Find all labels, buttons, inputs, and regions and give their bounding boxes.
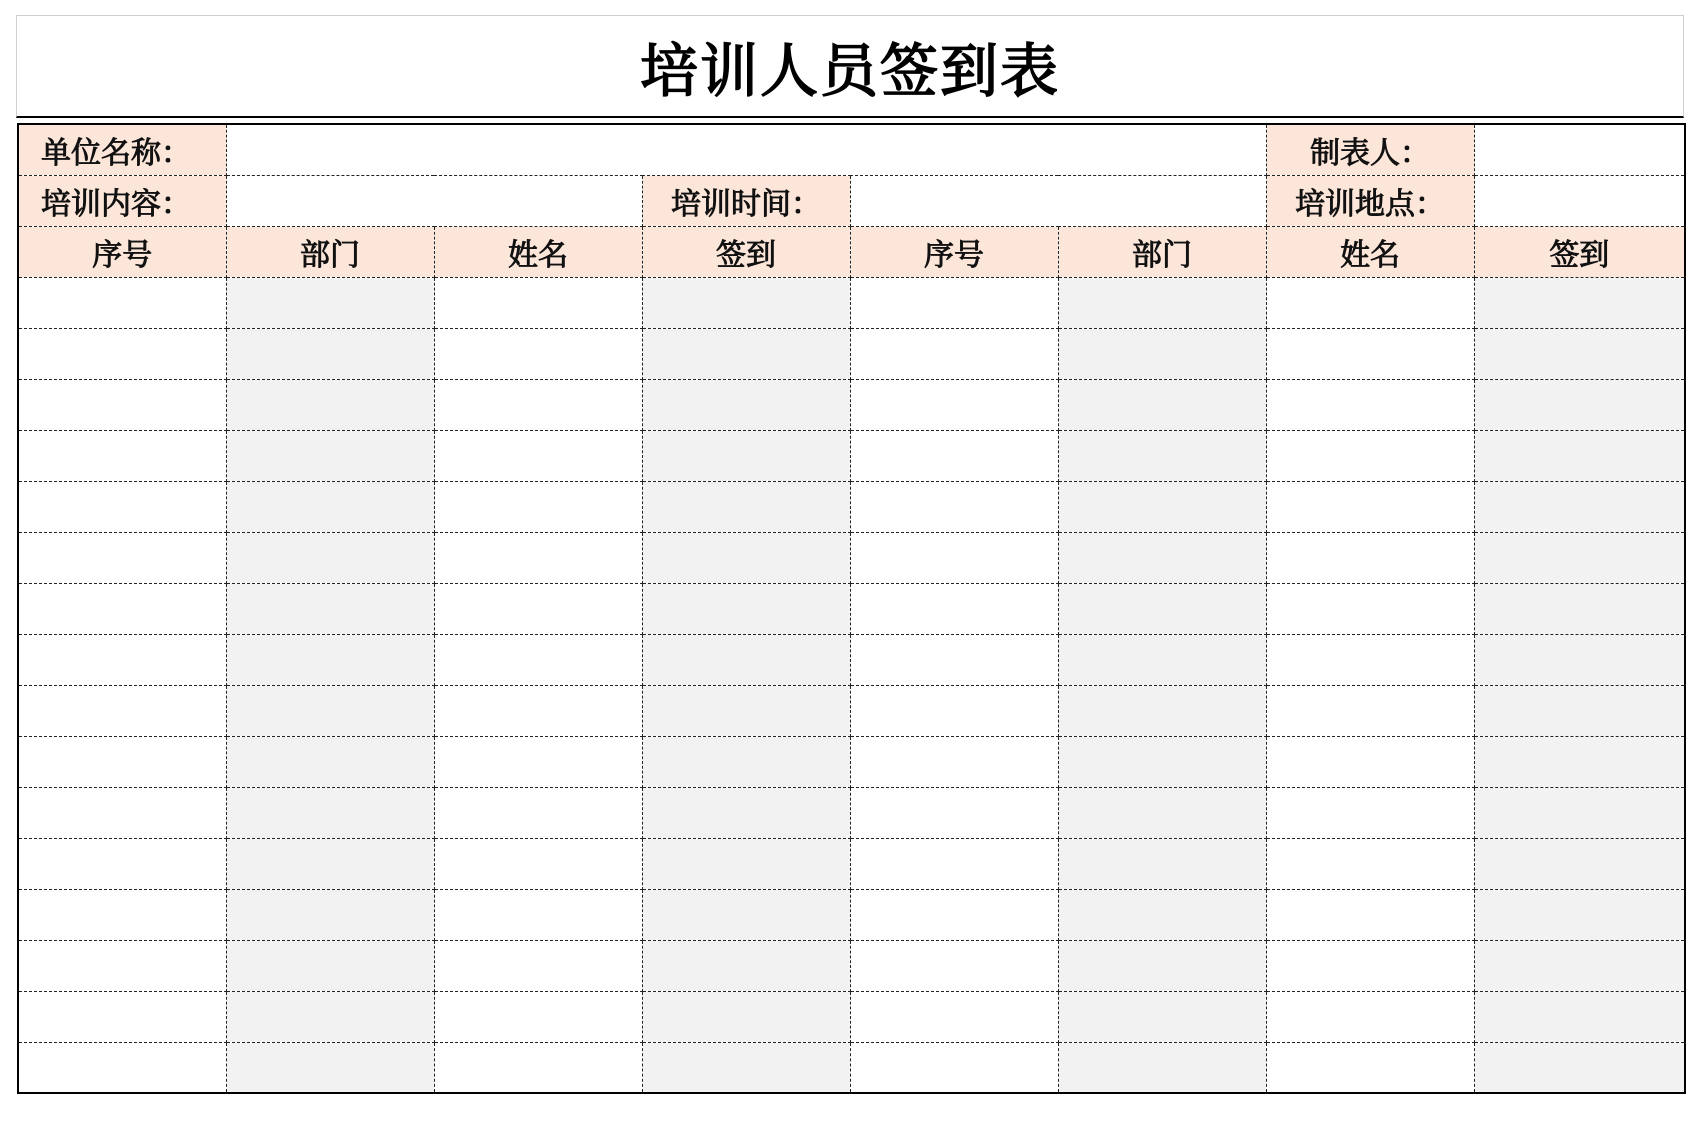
cell-sign-2[interactable] [1474,838,1685,889]
unit-name-label: 单位名称： [18,124,226,175]
cell-dept-2[interactable] [1058,532,1266,583]
cell-name-2[interactable] [1266,685,1474,736]
cell-sign-2[interactable] [1474,583,1685,634]
cell-name-1[interactable] [434,328,642,379]
cell-name-1[interactable] [434,940,642,991]
cell-name-2[interactable] [1266,1042,1474,1093]
cell-seq-2[interactable] [850,379,1058,430]
cell-sign-1[interactable] [642,838,850,889]
cell-sign-1[interactable] [642,583,850,634]
cell-sign-2[interactable] [1474,481,1685,532]
cell-seq-2[interactable] [850,532,1058,583]
cell-dept-2[interactable] [1058,328,1266,379]
sign-in-sheet [16,15,1686,1117]
table-row [18,328,1685,379]
cell-sign-1[interactable] [642,787,850,838]
cell-dept-1[interactable] [226,940,434,991]
cell-sign-2[interactable] [1474,889,1685,940]
training-content-label: 培训内容： [18,175,226,226]
cell-sign-2[interactable] [1474,277,1685,328]
cell-sign-1[interactable] [642,940,850,991]
header-dept-2: 部门 [1058,226,1266,277]
cell-sign-1[interactable] [642,991,850,1042]
cell-name-2[interactable] [1266,583,1474,634]
cell-name-2[interactable] [1266,481,1474,532]
cell-seq-1[interactable] [18,634,226,685]
cell-seq-2[interactable] [850,634,1058,685]
cell-dept-1[interactable] [226,532,434,583]
cell-name-1[interactable] [434,1042,642,1093]
cell-seq-1[interactable] [18,328,226,379]
table-row [18,787,1685,838]
header-dept-1: 部门 [226,226,434,277]
cell-sign-2[interactable] [1474,1042,1685,1093]
table-row [18,430,1685,481]
table-row [18,889,1685,940]
cell-seq-2[interactable] [850,277,1058,328]
cell-dept-2[interactable] [1058,685,1266,736]
cell-dept-2[interactable] [1058,430,1266,481]
header-seq-1: 序号 [18,226,226,277]
cell-dept-2[interactable] [1058,583,1266,634]
table-row [18,532,1685,583]
cell-dept-1[interactable] [226,838,434,889]
cell-dept-1[interactable] [226,634,434,685]
cell-name-1[interactable] [434,889,642,940]
cell-dept-1[interactable] [226,1042,434,1093]
cell-name-2[interactable] [1266,838,1474,889]
cell-sign-2[interactable] [1474,634,1685,685]
unit-name-field[interactable] [226,124,1266,175]
table-row [18,940,1685,991]
cell-sign-2[interactable] [1474,328,1685,379]
cell-seq-1[interactable] [18,1042,226,1093]
cell-dept-1[interactable] [226,736,434,787]
cell-seq-2[interactable] [850,583,1058,634]
table-row [18,838,1685,889]
cell-sign-1[interactable] [642,889,850,940]
cell-sign-2[interactable] [1474,430,1685,481]
cell-dept-1[interactable] [226,583,434,634]
cell-sign-2[interactable] [1474,787,1685,838]
cell-name-2[interactable] [1266,889,1474,940]
header-sign-2: 签到 [1474,226,1685,277]
table-row [18,634,1685,685]
cell-name-2[interactable] [1266,328,1474,379]
table-row [18,379,1685,430]
cell-dept-2[interactable] [1058,634,1266,685]
cell-seq-1[interactable] [18,481,226,532]
column-header-row [18,226,1685,277]
cell-sign-1[interactable] [642,277,850,328]
cell-dept-1[interactable] [226,379,434,430]
cell-seq-2[interactable] [850,328,1058,379]
table-row [18,685,1685,736]
sign-in-table [17,123,1686,1094]
training-time-field[interactable] [850,175,1266,226]
cell-dept-1[interactable] [226,889,434,940]
cell-dept-2[interactable] [1058,736,1266,787]
cell-dept-2[interactable] [1058,838,1266,889]
cell-name-2[interactable] [1266,787,1474,838]
cell-name-1[interactable] [434,991,642,1042]
cell-seq-2[interactable] [850,787,1058,838]
cell-seq-1[interactable] [18,583,226,634]
cell-dept-2[interactable] [1058,481,1266,532]
cell-sign-1[interactable] [642,1042,850,1093]
table-row [18,736,1685,787]
cell-seq-1[interactable] [18,430,226,481]
cell-sign-2[interactable] [1474,685,1685,736]
maker-field[interactable] [1474,124,1685,175]
cell-sign-1[interactable] [642,634,850,685]
cell-sign-2[interactable] [1474,379,1685,430]
table-row [18,481,1685,532]
cell-name-2[interactable] [1266,940,1474,991]
cell-dept-2[interactable] [1058,889,1266,940]
cell-name-1[interactable] [434,532,642,583]
cell-name-2[interactable] [1266,277,1474,328]
cell-seq-2[interactable] [850,481,1058,532]
maker-label: 制表人： [1266,124,1474,175]
table-row [18,991,1685,1042]
cell-dept-1[interactable] [226,787,434,838]
cell-seq-1[interactable] [18,277,226,328]
cell-seq-1[interactable] [18,379,226,430]
cell-seq-2[interactable] [850,1042,1058,1093]
cell-seq-2[interactable] [850,685,1058,736]
cell-seq-2[interactable] [850,430,1058,481]
cell-seq-2[interactable] [850,940,1058,991]
cell-name-1[interactable] [434,685,642,736]
info-row-unit [18,124,1685,175]
cell-sign-1[interactable] [642,532,850,583]
cell-name-2[interactable] [1266,532,1474,583]
cell-dept-2[interactable] [1058,277,1266,328]
cell-dept-1[interactable] [226,685,434,736]
cell-seq-1[interactable] [18,685,226,736]
cell-name-1[interactable] [434,838,642,889]
header-seq-2: 序号 [850,226,1058,277]
header-sign-1: 签到 [642,226,850,277]
training-time-label: 培训时间： [642,175,850,226]
cell-dept-1[interactable] [226,430,434,481]
cell-sign-1[interactable] [642,430,850,481]
cell-seq-1[interactable] [18,787,226,838]
cell-sign-1[interactable] [642,736,850,787]
training-place-label: 培训地点： [1266,175,1474,226]
info-row-content [18,175,1685,226]
cell-seq-2[interactable] [850,889,1058,940]
training-content-field[interactable] [226,175,642,226]
cell-sign-1[interactable] [642,379,850,430]
cell-dept-2[interactable] [1058,379,1266,430]
cell-dept-2[interactable] [1058,1042,1266,1093]
cell-name-1[interactable] [434,481,642,532]
cell-dept-2[interactable] [1058,940,1266,991]
cell-name-1[interactable] [434,277,642,328]
cell-sign-1[interactable] [642,685,850,736]
cell-name-1[interactable] [434,379,642,430]
cell-seq-1[interactable] [18,940,226,991]
cell-dept-2[interactable] [1058,787,1266,838]
table-row [18,583,1685,634]
cell-name-1[interactable] [434,634,642,685]
cell-seq-1[interactable] [18,532,226,583]
cell-name-2[interactable] [1266,991,1474,1042]
title-box [16,15,1684,118]
cell-name-2[interactable] [1266,736,1474,787]
cell-dept-2[interactable] [1058,991,1266,1042]
cell-seq-1[interactable] [18,736,226,787]
cell-name-1[interactable] [434,430,642,481]
table-row [18,277,1685,328]
page-title: 培训人员签到表 [639,37,1060,105]
cell-sign-2[interactable] [1474,991,1685,1042]
cell-name-1[interactable] [434,736,642,787]
cell-sign-2[interactable] [1474,736,1685,787]
table-row [18,1042,1685,1093]
cell-seq-1[interactable] [18,991,226,1042]
cell-sign-2[interactable] [1474,940,1685,991]
cell-dept-1[interactable] [226,481,434,532]
cell-name-2[interactable] [1266,430,1474,481]
cell-seq-1[interactable] [18,838,226,889]
cell-seq-2[interactable] [850,838,1058,889]
training-place-field[interactable] [1474,175,1685,226]
cell-name-1[interactable] [434,583,642,634]
header-name-1: 姓名 [434,226,642,277]
cell-dept-1[interactable] [226,328,434,379]
cell-dept-1[interactable] [226,991,434,1042]
header-name-2: 姓名 [1266,226,1474,277]
cell-name-2[interactable] [1266,634,1474,685]
cell-seq-2[interactable] [850,736,1058,787]
cell-seq-1[interactable] [18,889,226,940]
cell-sign-1[interactable] [642,481,850,532]
cell-seq-2[interactable] [850,991,1058,1042]
cell-dept-1[interactable] [226,277,434,328]
cell-name-1[interactable] [434,787,642,838]
cell-name-2[interactable] [1266,379,1474,430]
cell-sign-2[interactable] [1474,532,1685,583]
cell-sign-1[interactable] [642,328,850,379]
